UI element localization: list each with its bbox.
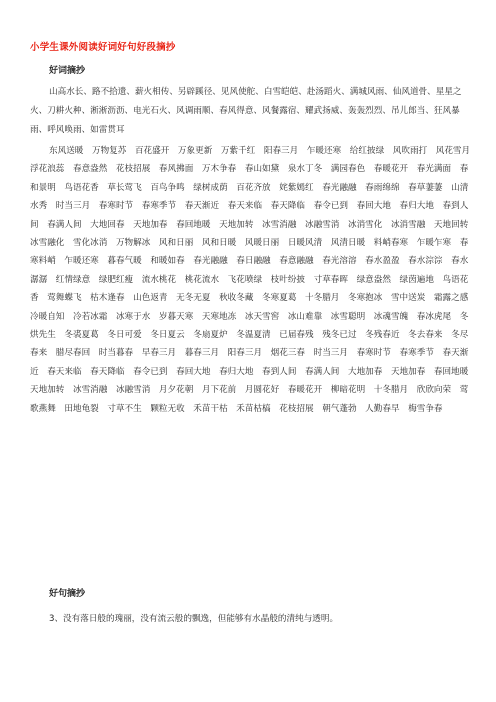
words-paragraph-idioms: 山高水长、路不拾遗、薪火相传、另辟蹊径、见风使舵、白雪皑皑、赴汤蹈火、满城风雨、仙风道骨、星星之火、刀耕火种、淅淅沥沥、电光石火、风调雨顺、春风得意、风餐露宿、耀武扬威、轰轰烈烈、吊儿郎当、狂风暴雨、呼风唤雨、如雷贯耳 bbox=[30, 87, 462, 135]
section-heading-good-sentences: 好句摘抄 bbox=[49, 589, 86, 599]
document-title: 小学生课外阅读好词好句好段摘抄 bbox=[30, 42, 176, 53]
section-heading-good-words: 好词摘抄 bbox=[49, 66, 86, 76]
sentence-item: 3、没有落日般的瑰丽，没有流云般的飘逸，但能够有水晶般的清纯与透明。 bbox=[49, 614, 339, 624]
words-paragraph-seasons: 东风送暖 万物复苏 百花盛开 万象更新 万紫千红 阳春三月 乍暖还寒 给红披绿 风吹雨打 风花雪月 浮花浪蕊 春意盎然 花枝招展 春风拂面 万木争春 春山如黛 泉水丁冬 满园春色 春暖花开 春光满面 春和景明 鸟语花香 草长莺飞 百鸟争鸣 绿树成荫 百花齐放 姹紫嫣红 春光融融 春雨绵绵 春草萋萋 山清水秀 时当三月 春寒时节 春寒季节 春天渐近 春天来临 春天降临 春令已到 春回大地 春归大地 春到人间 春满人间 大地回春 天地加春 春回地暖 天地加转 冰雪消融 冰融雪消 冰消雪化 冰消雪融 天地回转 冰雪融化 雪化冰消 万物解冰 风和日丽 风和日暖 风暖日丽 日暖风清 风清日暖 料峭春寒 乍暖乍寒 春寒料峭 乍暖还寒 暮春气暖 和暖如春 春光融融 春日融融 春意融融 春光溶溶 春水盈盈 春水淙淙 春水潺潺 红情绿意 绿肥红瘦 流水桃花 桃花流水 飞花喷绿 枝叶纷披 寸草春晖 绿意盎然 绿茵遍地 鸟语花香 莺舞蝶飞 枯木逢春 山色返青 无冬无夏 秋收冬藏 冬寒夏葛 十冬腊月 冬寒抱冰 雪中送炭 霜露之感 冷暖自知 冷若冰霜 冰寒于水 岁暮天寒 天寒地冻 冰天雪窖 冰山难靠 冰雪聪明 冰魂雪魄 春冰虎尾 冬烘先生 冬裘夏葛 冬日可爱 冬日夏云 冬扇夏炉 冬温夏清 已届春残 残冬已过 冬残春近 冬去春来 冬尽春来 腊尽春回 时当暮春 早春三月 暮春三月 阳春三月 烟花三春 时当三月 春寒时节 春寒季节 春天渐近 春天来临 春天降临 春令已到 春回大地 春归大地 春到人间 春满人间 大地加春 天地加春 春回地暖 天地加转 冰雪消融 冰融雪消 月夕花朝 月下花前 月圆花好 春暖花开 柳暗花明 十冬腊月 欣欣向荣 莺歌燕舞 田地龟裂 寸草不生 颗粒无收 禾苗干枯 禾苗枯槁 花枝招展 朝气蓬勃 人勤春早 梅雪争春 bbox=[30, 146, 479, 414]
